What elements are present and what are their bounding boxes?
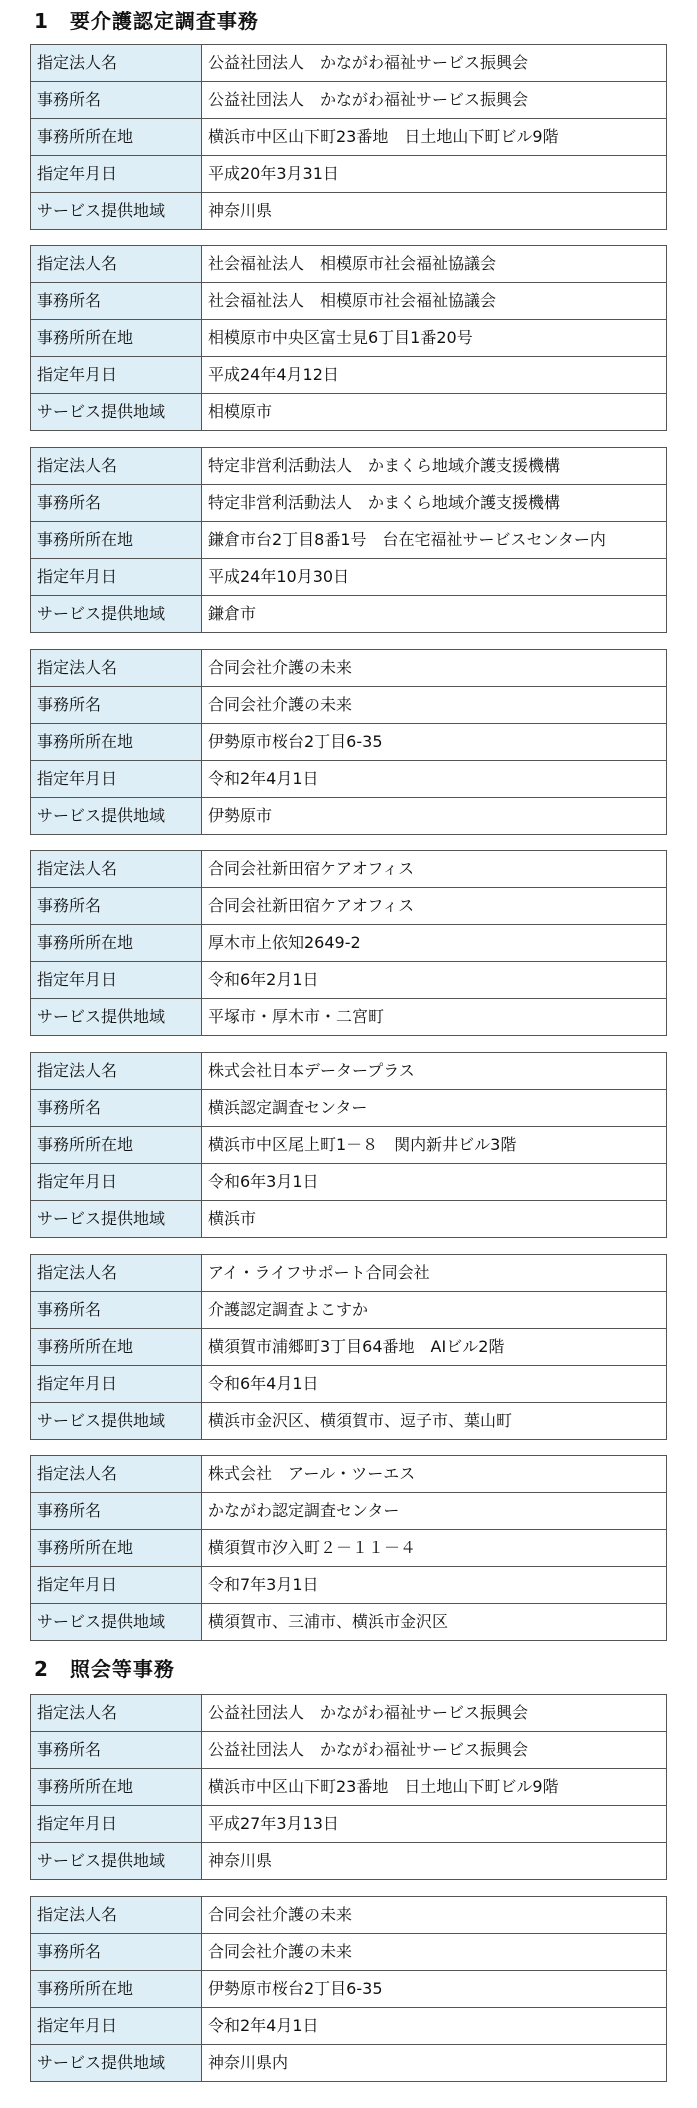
field-value-office: 合同会社介護の未来: [202, 1934, 667, 1971]
field-value-corp: 合同会社介護の未来: [202, 1897, 667, 1934]
field-label-address: 事務所所在地: [31, 1769, 202, 1806]
table-row: [31, 1456, 667, 1493]
field-value-area: 横浜市金沢区、横須賀市、逗子市、葉山町: [202, 1403, 667, 1440]
table-row: [31, 1695, 667, 1732]
table-row: [31, 1366, 667, 1403]
field-label-date: 指定年月日: [31, 962, 202, 999]
field-value-area: 神奈川県: [202, 193, 667, 230]
section-title-1: 1 要介護認定調査事務: [34, 9, 259, 33]
field-value-area: 横須賀市、三浦市、横浜市金沢区: [202, 1604, 667, 1641]
table-row: [31, 596, 667, 633]
table-row: [31, 1897, 667, 1934]
office-table: [30, 245, 667, 431]
table-row: [31, 1934, 667, 1971]
field-value-date: 令和6年4月1日: [202, 1366, 667, 1403]
section-title-2: 2 照会等事務: [34, 1657, 175, 1681]
table-row: [31, 82, 667, 119]
field-value-address: 伊勢原市桜台2丁目6-35: [202, 1971, 667, 2008]
field-label-area: サービス提供地域: [31, 1201, 202, 1238]
field-value-corp: アイ・ライフサポート合同会社: [202, 1255, 667, 1292]
table-row: [31, 962, 667, 999]
field-label-address: 事務所所在地: [31, 1530, 202, 1567]
field-label-corp: 指定法人名: [31, 650, 202, 687]
field-label-address: 事務所所在地: [31, 724, 202, 761]
field-value-office: 公益社団法人 かながわ福祉サービス振興会: [202, 82, 667, 119]
field-label-corp: 指定法人名: [31, 1897, 202, 1934]
field-label-address: 事務所所在地: [31, 119, 202, 156]
field-label-corp: 指定法人名: [31, 246, 202, 283]
table-row: [31, 193, 667, 230]
table-row: [31, 1530, 667, 1567]
table-row: [31, 119, 667, 156]
table-row: [31, 1053, 667, 1090]
field-label-office: 事務所名: [31, 1934, 202, 1971]
table-row: [31, 522, 667, 559]
field-label-area: サービス提供地域: [31, 798, 202, 835]
office-table: [30, 1694, 667, 1880]
field-label-area: サービス提供地域: [31, 2045, 202, 2082]
field-label-address: 事務所所在地: [31, 320, 202, 357]
field-value-date: 令和6年3月1日: [202, 1164, 667, 1201]
table-row: [31, 448, 667, 485]
field-label-area: サービス提供地域: [31, 999, 202, 1036]
field-label-area: サービス提供地域: [31, 596, 202, 633]
table-row: [31, 1127, 667, 1164]
table-row: [31, 394, 667, 431]
table-row: [31, 1843, 667, 1880]
field-label-office: 事務所名: [31, 1493, 202, 1530]
field-value-office: 介護認定調査よこすか: [202, 1292, 667, 1329]
field-value-area: 相模原市: [202, 394, 667, 431]
field-value-address: 厚木市上依知2649-2: [202, 925, 667, 962]
field-label-corp: 指定法人名: [31, 1053, 202, 1090]
table-row: [31, 283, 667, 320]
field-value-address: 横浜市中区山下町23番地 日土地山下町ビル9階: [202, 119, 667, 156]
field-label-date: 指定年月日: [31, 559, 202, 596]
table-row: [31, 1090, 667, 1127]
field-label-office: 事務所名: [31, 1292, 202, 1329]
table-row: [31, 156, 667, 193]
table-row: [31, 2045, 667, 2082]
table-row: [31, 357, 667, 394]
field-label-corp: 指定法人名: [31, 1255, 202, 1292]
field-label-office: 事務所名: [31, 687, 202, 724]
field-value-date: 平成24年4月12日: [202, 357, 667, 394]
field-value-office: 公益社団法人 かながわ福祉サービス振興会: [202, 1732, 667, 1769]
office-table: [30, 1455, 667, 1641]
field-value-address: 横浜市中区山下町23番地 日土地山下町ビル9階: [202, 1769, 667, 1806]
field-label-office: 事務所名: [31, 82, 202, 119]
table-row: [31, 485, 667, 522]
field-value-office: 社会福祉法人 相模原市社会福祉協議会: [202, 283, 667, 320]
field-value-corp: 株式会社 アール・ツーエス: [202, 1456, 667, 1493]
field-label-date: 指定年月日: [31, 1366, 202, 1403]
field-value-corp: 公益社団法人 かながわ福祉サービス振興会: [202, 1695, 667, 1732]
field-label-corp: 指定法人名: [31, 1695, 202, 1732]
table-row: [31, 1567, 667, 1604]
field-label-office: 事務所名: [31, 283, 202, 320]
table-row: [31, 2008, 667, 2045]
office-table: [30, 1896, 667, 2082]
field-label-address: 事務所所在地: [31, 522, 202, 559]
field-label-date: 指定年月日: [31, 1806, 202, 1843]
field-label-date: 指定年月日: [31, 761, 202, 798]
field-value-corp: 合同会社介護の未来: [202, 650, 667, 687]
field-value-area: 神奈川県内: [202, 2045, 667, 2082]
field-value-area: 伊勢原市: [202, 798, 667, 835]
field-value-date: 平成24年10月30日: [202, 559, 667, 596]
table-row: [31, 888, 667, 925]
field-value-corp: 特定非営利活動法人 かまくら地域介護支援機構: [202, 448, 667, 485]
field-label-area: サービス提供地域: [31, 1604, 202, 1641]
table-row: [31, 1403, 667, 1440]
field-value-date: 令和7年3月1日: [202, 1567, 667, 1604]
office-table: [30, 649, 667, 835]
table-row: [31, 687, 667, 724]
field-value-office: 合同会社新田宿ケアオフィス: [202, 888, 667, 925]
field-label-office: 事務所名: [31, 1090, 202, 1127]
field-value-area: 鎌倉市: [202, 596, 667, 633]
field-value-date: 令和2年4月1日: [202, 761, 667, 798]
table-row: [31, 724, 667, 761]
table-row: [31, 1971, 667, 2008]
field-label-office: 事務所名: [31, 1732, 202, 1769]
field-value-date: 平成27年3月13日: [202, 1806, 667, 1843]
field-value-address: 相模原市中央区富士見6丁目1番20号: [202, 320, 667, 357]
field-label-area: サービス提供地域: [31, 1843, 202, 1880]
field-label-address: 事務所所在地: [31, 925, 202, 962]
table-row: [31, 1604, 667, 1641]
table-row: [31, 650, 667, 687]
office-table: [30, 1254, 667, 1440]
field-value-corp: 公益社団法人 かながわ福祉サービス振興会: [202, 45, 667, 82]
field-value-office: かながわ認定調査センター: [202, 1493, 667, 1530]
field-value-address: 横浜市中区尾上町1－８ 関内新井ビル3階: [202, 1127, 667, 1164]
field-value-office: 合同会社介護の未来: [202, 687, 667, 724]
field-label-corp: 指定法人名: [31, 1456, 202, 1493]
field-value-area: 平塚市・厚木市・二宮町: [202, 999, 667, 1036]
office-table: [30, 1052, 667, 1238]
field-label-office: 事務所名: [31, 888, 202, 925]
table-row: [31, 1769, 667, 1806]
field-label-corp: 指定法人名: [31, 851, 202, 888]
field-value-office: 特定非営利活動法人 かまくら地域介護支援機構: [202, 485, 667, 522]
office-table: [30, 44, 667, 230]
table-row: [31, 1201, 667, 1238]
field-value-address: 鎌倉市台2丁目8番1号 台在宅福祉サービスセンター内: [202, 522, 667, 559]
field-value-office: 横浜認定調査センター: [202, 1090, 667, 1127]
table-row: [31, 320, 667, 357]
field-value-address: 横須賀市汐入町２－１１－４: [202, 1530, 667, 1567]
table-row: [31, 1806, 667, 1843]
table-row: [31, 1732, 667, 1769]
field-value-area: 横浜市: [202, 1201, 667, 1238]
field-label-corp: 指定法人名: [31, 448, 202, 485]
field-label-area: サービス提供地域: [31, 193, 202, 230]
field-value-area: 神奈川県: [202, 1843, 667, 1880]
field-value-corp: 株式会社日本データープラス: [202, 1053, 667, 1090]
field-label-address: 事務所所在地: [31, 1329, 202, 1366]
field-value-address: 伊勢原市桜台2丁目6-35: [202, 724, 667, 761]
table-row: [31, 798, 667, 835]
table-row: [31, 1329, 667, 1366]
table-row: [31, 1164, 667, 1201]
table-row: [31, 246, 667, 283]
field-value-corp: 社会福祉法人 相模原市社会福祉協議会: [202, 246, 667, 283]
table-row: [31, 925, 667, 962]
field-value-date: 平成20年3月31日: [202, 156, 667, 193]
table-row: [31, 761, 667, 798]
field-value-date: 令和2年4月1日: [202, 2008, 667, 2045]
table-row: [31, 1493, 667, 1530]
field-label-area: サービス提供地域: [31, 394, 202, 431]
field-label-address: 事務所所在地: [31, 1127, 202, 1164]
table-row: [31, 851, 667, 888]
field-value-corp: 合同会社新田宿ケアオフィス: [202, 851, 667, 888]
table-row: [31, 559, 667, 596]
field-label-corp: 指定法人名: [31, 45, 202, 82]
field-label-date: 指定年月日: [31, 156, 202, 193]
field-label-office: 事務所名: [31, 485, 202, 522]
field-label-area: サービス提供地域: [31, 1403, 202, 1440]
office-table: [30, 447, 667, 633]
field-label-date: 指定年月日: [31, 357, 202, 394]
table-row: [31, 1255, 667, 1292]
field-label-address: 事務所所在地: [31, 1971, 202, 2008]
table-row: [31, 45, 667, 82]
office-table: [30, 850, 667, 1036]
field-label-date: 指定年月日: [31, 1164, 202, 1201]
table-row: [31, 1292, 667, 1329]
field-label-date: 指定年月日: [31, 2008, 202, 2045]
table-row: [31, 999, 667, 1036]
field-value-address: 横須賀市浦郷町3丁目64番地 AIビル2階: [202, 1329, 667, 1366]
field-label-date: 指定年月日: [31, 1567, 202, 1604]
field-value-date: 令和6年2月1日: [202, 962, 667, 999]
